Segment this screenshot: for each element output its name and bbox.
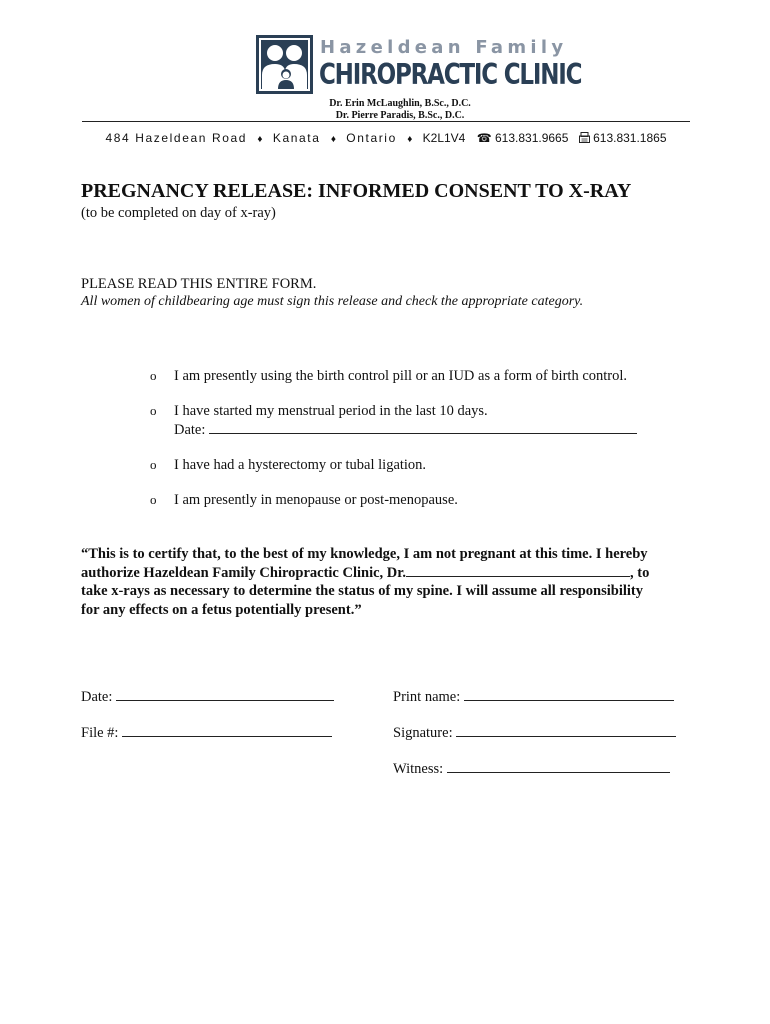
cert-line-3: take x-rays as necessary to determine the status of my spine. I will assume all responsibility — [81, 583, 643, 599]
witness-field[interactable] — [393, 761, 670, 778]
date-label: Date: — [81, 689, 113, 705]
fax-number: 613.831.1865 — [593, 131, 667, 145]
form-subtitle: (to be completed on day of x-ray) — [81, 205, 276, 221]
option-label: I have started my menstrual period in the last 10 days. — [174, 403, 488, 419]
address-postal: K2L1V4 — [422, 131, 466, 145]
print-name-line[interactable] — [464, 689, 674, 701]
print-name-label: Print name: — [393, 689, 461, 705]
clinic-logo — [256, 35, 582, 95]
cert-line-2-text: authorize Hazeldean Family Chiropractic Clinic, Dr. — [81, 564, 407, 581]
phone-number: 613.831.9665 — [495, 131, 569, 145]
instruction-text: All women of childbearing age must sign this release and check the appropriate category. — [81, 294, 584, 309]
fax-icon — [579, 132, 590, 143]
checkbox-icon[interactable]: o — [150, 457, 157, 472]
address-city: Kanata — [272, 131, 321, 145]
file-number-field[interactable] — [81, 725, 332, 742]
diamond-icon: ♦ — [407, 134, 413, 145]
menstrual-date-label: Date: — [174, 422, 206, 438]
checkbox-icon[interactable]: o — [150, 403, 157, 418]
signature-field[interactable] — [393, 725, 676, 742]
date-field[interactable] — [81, 689, 334, 706]
family-logo-icon — [256, 35, 313, 94]
logo-name: Hazeldean Family — [320, 37, 568, 58]
option-label: I have had a hysterectomy or tubal ligation. — [174, 457, 427, 473]
address-province: Ontario — [346, 131, 397, 145]
logo-clinic: CHIROPRACTIC CLINIC — [319, 59, 582, 92]
certification-statement — [81, 545, 681, 619]
option-menstrual[interactable] — [150, 403, 488, 420]
checkbox-icon[interactable]: o — [150, 492, 157, 507]
doctor-name-line[interactable] — [406, 565, 630, 577]
option-hysterectomy[interactable] — [150, 457, 426, 474]
option-label: I am presently using the birth control pill or an IUD as a form of birth control. — [174, 368, 628, 384]
file-number-line[interactable] — [122, 725, 332, 737]
witness-line[interactable] — [447, 761, 670, 773]
diamond-icon: ♦ — [330, 134, 336, 145]
witness-label: Witness: — [393, 761, 444, 777]
signature-line[interactable] — [456, 725, 676, 737]
cert-line-4: for any effects on a fetus potentially present.” — [81, 601, 362, 618]
date-line[interactable] — [116, 689, 334, 701]
signature-label: Signature: — [393, 725, 453, 741]
diamond-icon: ♦ — [257, 134, 263, 145]
cert-line-1: “This is to certify that, to the best of my knowledge, I am not pregnant at this time. I hereby — [81, 546, 648, 562]
form-title: PREGNANCY RELEASE: INFORMED CONSENT TO X-RAY — [81, 180, 632, 202]
menstrual-date-field[interactable] — [174, 422, 637, 439]
address-street: 484 Hazeldean Road — [105, 131, 248, 145]
option-label: I am presently in menopause or post-menopause. — [174, 492, 458, 508]
doctor-1: Dr. Erin McLaughlin, B.Sc., D.C. — [329, 98, 471, 109]
option-menopause[interactable] — [150, 492, 458, 509]
address-line — [82, 131, 690, 145]
checkbox-icon[interactable]: o — [150, 368, 157, 383]
file-label: File #: — [81, 725, 119, 741]
cert-line-2-end: , to — [630, 564, 650, 581]
menstrual-date-line[interactable] — [209, 422, 637, 434]
option-birth-control[interactable] — [150, 368, 627, 385]
header-rule — [82, 121, 690, 122]
doctor-2: Dr. Pierre Paradis, B.Sc., D.C. — [335, 110, 465, 121]
print-name-field[interactable] — [393, 689, 674, 706]
please-read-heading: PLEASE READ THIS ENTIRE FORM. — [81, 276, 317, 292]
cert-line-2 — [81, 564, 681, 583]
phone-icon: ☎ — [476, 131, 492, 145]
